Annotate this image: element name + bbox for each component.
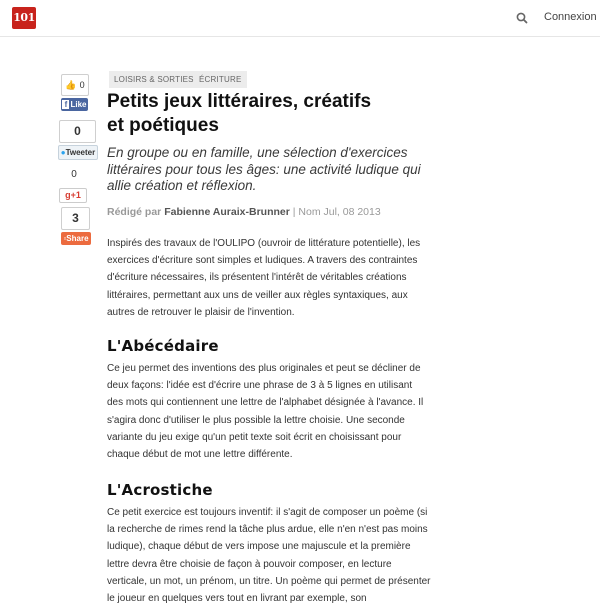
byline-prefix: Rédigé par [107, 206, 162, 218]
publish-date: Nom Jul, 08 2013 [298, 206, 381, 218]
search-button[interactable] [514, 10, 530, 26]
share-label: Share [66, 234, 89, 243]
facebook-icon: f [62, 100, 69, 109]
article-title [107, 90, 437, 138]
section-body-abecedaire: Ce jeu permet des inventions des plus originales et peut se décliner de deux façons: l'idée est d'écrire une phrase de 3 à 5 lignes en utilisant des mots qui contiennent une lettre de l'alphabet désignée à l'avance. Il s'agira donc d'utiliser le plus possible la lettre choisie. Une seconde variante du jeu exige qu'un petit texte soit écrit en choisissant pour chaque début de mot une lettre différente. [107, 363, 424, 461]
byline-separator: | [292, 206, 296, 218]
article-title-line1: Petits jeux littéraires, créatifs [107, 91, 372, 112]
top-bar [0, 0, 600, 37]
share-count-box [61, 207, 90, 230]
share-count: 3 [72, 211, 79, 225]
section-heading-abecedaire: L'Abécédaire [107, 337, 219, 355]
tweet-label: Tweeter [65, 148, 96, 157]
twitter-bird-icon: ● [60, 148, 66, 157]
login-link[interactable]: Connexion [544, 11, 597, 23]
section-heading-acrostiche: L'Acrostiche [107, 481, 213, 499]
tag-loisirs-sorties[interactable]: LOISIRS & SORTIES [109, 71, 199, 88]
byline [107, 206, 381, 218]
search-icon [514, 10, 530, 26]
tweet-button[interactable] [58, 145, 98, 160]
gplus-count-box [60, 166, 88, 182]
facebook-like-button[interactable] [61, 98, 88, 111]
tweet-count-box [59, 120, 96, 143]
google-plus-button[interactable] [59, 188, 87, 203]
share-button[interactable] [61, 232, 91, 245]
like-count: 0 [79, 80, 85, 90]
like-label: Like [70, 100, 87, 109]
intro-paragraph: Inspirés des travaux de l'OULIPO (ouvroir de littérature potentielle), les exercices d'écriture sont simples et ludiques. A travers des contraintes d'écriture nécessaires, ils présentent l'intérêt de véritables créations littéraires, permettant aux uns de veiller aux règles syntaxiques, aux autres de retrouver le plaisir de l'invention. [107, 238, 421, 318]
tweet-count: 0 [74, 124, 81, 138]
like-count-box [61, 74, 89, 96]
share-icon: ▫ [63, 234, 67, 243]
thumbs-up-icon: 👍 [65, 80, 77, 90]
gplus-count: 0 [71, 169, 77, 180]
article-title-line2: et poétiques [107, 115, 219, 136]
google-plus-icon: g [65, 190, 71, 200]
tag-ecriture[interactable]: ÉCRITURE [194, 71, 247, 88]
section-body-acrostiche: Ce petit exercice est toujours inventif: il s'agit de composer un poème (si la recherche de rimes rend la tâche plus ardue, elle n'en n'est pas moins ludique), chaque début de vers impose une majuscule et la première lettre devra être choisie de façon à pouvoir composer, en lecture verticale, un mot, un prénom, un titre. Un poème qui permet de présenter le joueur en quelques vers tout en livrant par exemple, son [107, 507, 431, 605]
article-lede: En groupe ou en famille, une sélection d'exercices littéraires pour tous les âges: une activité ludique qui allie création et réflexion. [107, 145, 421, 193]
site-logo[interactable]: 101 [12, 7, 36, 29]
author-link[interactable]: Fabienne Auraix-Brunner [164, 206, 290, 218]
gplus-label: +1 [70, 190, 81, 200]
